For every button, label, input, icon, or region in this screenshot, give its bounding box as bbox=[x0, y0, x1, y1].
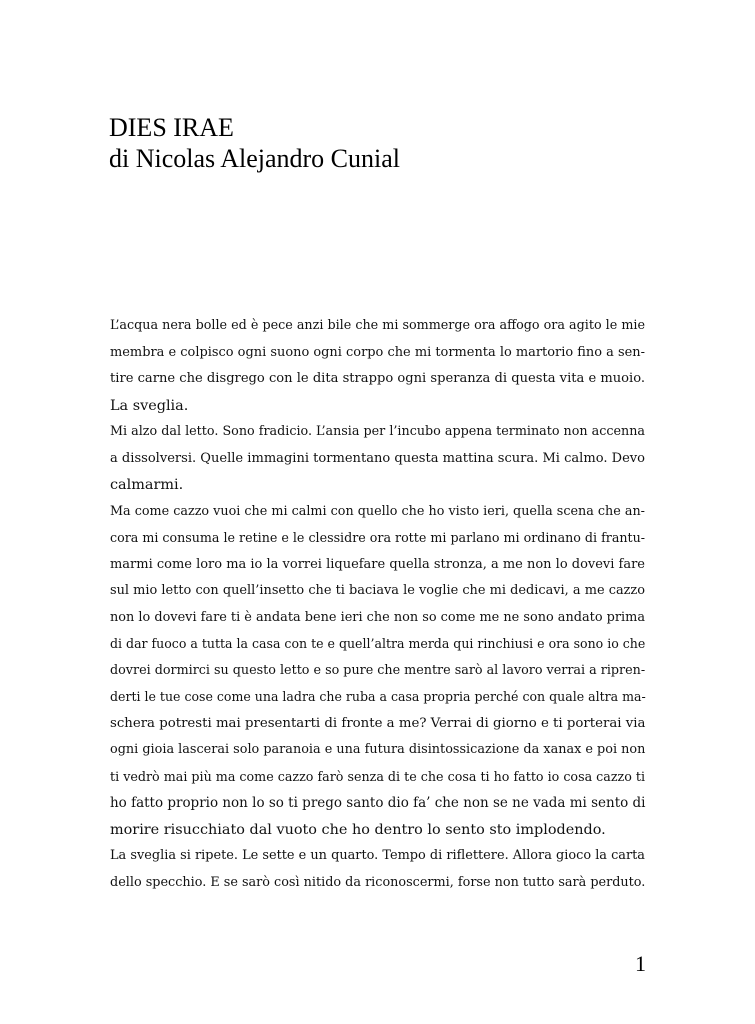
text-line: membra e colpisco ogni suono ogni corpo che mi tormenta lo martorio fino a sen- bbox=[110, 344, 645, 360]
text-line: calmarmi. bbox=[110, 477, 184, 493]
title-block bbox=[109, 112, 400, 174]
text-line: La sveglia. bbox=[110, 397, 189, 414]
text-line: sul mio letto con quell’insetto che ti baciava le voglie che mi dedicavi, a me cazzo bbox=[110, 583, 645, 598]
author-line: di Nicolas Alejandro Cunial bbox=[109, 144, 401, 173]
text-line: cora mi consuma le retine e le clessidre ora rotte mi parlano mi ordinano di frantu- bbox=[110, 530, 646, 545]
text-line: marmi come loro ma io la vorrei liquefare quella stronza, a me non lo dovevi fare bbox=[110, 556, 645, 572]
text-line: La sveglia si ripete. Le sette e un quarto. Tempo di riflettere. Allora gioco la carta bbox=[110, 848, 645, 863]
text-line: di dar fuoco a tutta la casa con te e quell’altra merda qui rinchiusi e ora sono io che bbox=[110, 636, 646, 651]
story-body bbox=[110, 313, 645, 896]
text-line: Mi alzo dal letto. Sono fradicio. L’ansia per l’incubo appena terminato non accenna bbox=[110, 424, 645, 439]
text-line: L’acqua nera bolle ed è pece anzi bile che mi sommerge ora affogo ora agito le mie bbox=[110, 318, 645, 333]
text-line: schera potresti mai presentarti di fronte a me? Verrai di giorno e ti porterai via bbox=[110, 715, 646, 731]
text-line: derti le tue cose come una ladra che ruba a casa propria perché con quale altra ma- bbox=[110, 689, 646, 704]
text-line: dello specchio. E se sarò così nitido da riconoscermi, forse non tutto sarà perduto. bbox=[110, 874, 646, 890]
text-line: ogni gioia lascerai solo paranoia e una futura disintossicazione da xanax e poi non bbox=[110, 742, 646, 757]
text-line: Ma come cazzo vuoi che mi calmi con quello che ho visto ieri, quella scena che an- bbox=[110, 503, 645, 519]
page-number: 1 bbox=[635, 951, 646, 976]
text-line: ti vedrò mai più ma come cazzo farò senza di te che cosa ti ho fatto io cosa cazzo ti bbox=[110, 768, 646, 784]
text-line: ho fatto proprio non lo so ti prego santo dio fa’ che non se ne vada mi sento di bbox=[110, 795, 646, 811]
text-line: a dissolversi. Quelle immagini tormentano questa mattina scura. Mi calmo. Devo bbox=[110, 450, 645, 466]
text-line: morire risucchiato dal vuoto che ho dentro lo sento sto implodendo. bbox=[110, 821, 606, 838]
text-line: tire carne che disgrego con le dita strappo ogni speranza di questa vita e muoio. bbox=[110, 371, 646, 386]
story-title: DIES IRAE bbox=[109, 113, 234, 142]
text-line: dovrei dormirci su questo letto e so pure che mentre sarò al lavoro verrai a ripren- bbox=[110, 662, 646, 678]
text-line: non lo dovevi fare ti è andata bene ieri che non so come me ne sono andato prima bbox=[110, 609, 646, 625]
